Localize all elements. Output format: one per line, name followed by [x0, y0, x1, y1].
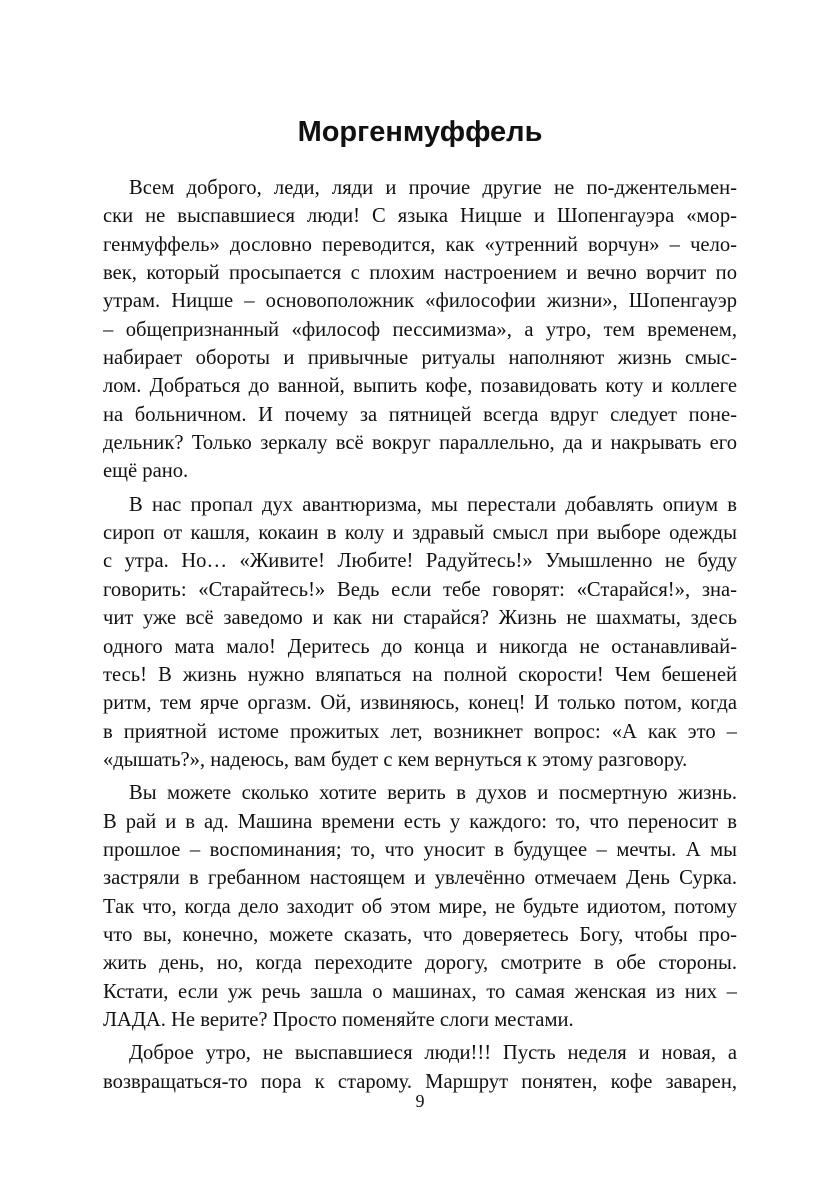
text-line: дельник? Только зеркалу всё вокруг параллельно, да и накрывать его: [103, 432, 737, 455]
paragraph: [103, 174, 737, 486]
text-line: тесь! В жизнь нужно вляпаться на полной скорости! Чем бешеней: [103, 663, 737, 686]
chapter-title: Моргенмуффель: [297, 116, 543, 148]
text-line: генмуффель» дословно переводится, как «утренний ворчун» – чело-: [103, 233, 737, 256]
text-line: ски не выспавшиеся люди! С языка Ницше и Шопенгауэра «мор-: [103, 205, 737, 228]
text-line: – общепризнанный «философ пессимизма», а утро, тем временем,: [103, 318, 737, 341]
page-number: 9: [415, 1091, 425, 1111]
text-line: с утра. Но… «Живите! Любите! Радуйтесь!» Умышленно не буду: [103, 550, 737, 573]
paragraph: [103, 779, 737, 1034]
text-line: говорить: «Старайтесь!» Ведь если тебе говорят: «Старайся!», зна-: [103, 578, 737, 601]
text-line: жить день, но, когда переходите дорогу, смотрите в обе стороны.: [103, 952, 737, 975]
text-line: В нас пропал дух авантюризма, мы перестали добавлять опиум в: [129, 493, 737, 516]
text-line: чит уже всё заведомо и как ни старайся? Жизнь не шахматы, здесь: [103, 607, 737, 630]
text-line: ещё рано.: [103, 460, 189, 483]
text-line: Вы можете сколько хотите верить в духов и посмертную жизнь.: [129, 782, 737, 805]
text-line: Всем доброго, леди, ляди и прочие другие не по-джентельмен-: [129, 177, 737, 199]
body-text: [103, 174, 737, 1101]
text-line: Так что, когда дело заходит об этом мире, не будьте идиотом, потому: [103, 895, 737, 918]
text-line: лом. Добраться до ванной, выпить кофе, позавидовать коту и коллеге: [103, 375, 737, 398]
text-line: В рай и в ад. Машина времени есть у каждого: то, что переносит в: [103, 810, 737, 833]
text-line: набирает обороты и привычные ритуалы наполняют жизнь смыс-: [103, 347, 737, 370]
paragraph: [103, 491, 737, 774]
text-line: сироп от кашля, кокаин в колу и здравый смысл при выборе одежды: [103, 522, 737, 545]
text-line: утрам. Ницше – основоположник «философии жизни», Шопенгауэр: [103, 290, 737, 313]
text-line: одного мата мало! Деритесь до конца и никогда не останавливай-: [103, 635, 737, 658]
text-line: Кстати, если уж речь зашла о машинах, то самая женская из них –: [103, 980, 737, 1003]
text-line: застряли в гребанном настоящем и увлечённо отмечаем День Сурка.: [103, 867, 737, 890]
text-line: в приятной истоме прожитых лет, возникнет вопрос: «А как это –: [103, 720, 737, 743]
text-line: век, который просыпается с плохим настроением и вечно ворчит по: [103, 262, 737, 285]
text-line: прошлое – воспоминания; то, что уносит в будущее – мечты. А мы: [103, 838, 737, 861]
text-line: возвращаться-то пора к старому. Маршрут понятен, кофе заварен,: [103, 1070, 737, 1093]
text-line: Доброе утро, не выспавшиеся люди!!! Пусть неделя и новая, а: [129, 1042, 737, 1065]
paragraph: [103, 1039, 737, 1096]
text-line: на больничном. И почему за пятницей всегда вдруг следует поне-: [103, 403, 737, 426]
text-line: ЛАДА. Не верите? Просто поменяйте слоги местами.: [103, 1008, 574, 1031]
text-line: «дышать?», надеюсь, вам будет с кем вернуться к этому разговору.: [103, 748, 688, 771]
text-line: что вы, конечно, можете сказать, что доверяетесь Богу, чтобы про-: [103, 923, 737, 946]
text-line: ритм, тем ярче оргазм. Ой, извиняюсь, конец! И только потом, когда: [103, 692, 737, 715]
